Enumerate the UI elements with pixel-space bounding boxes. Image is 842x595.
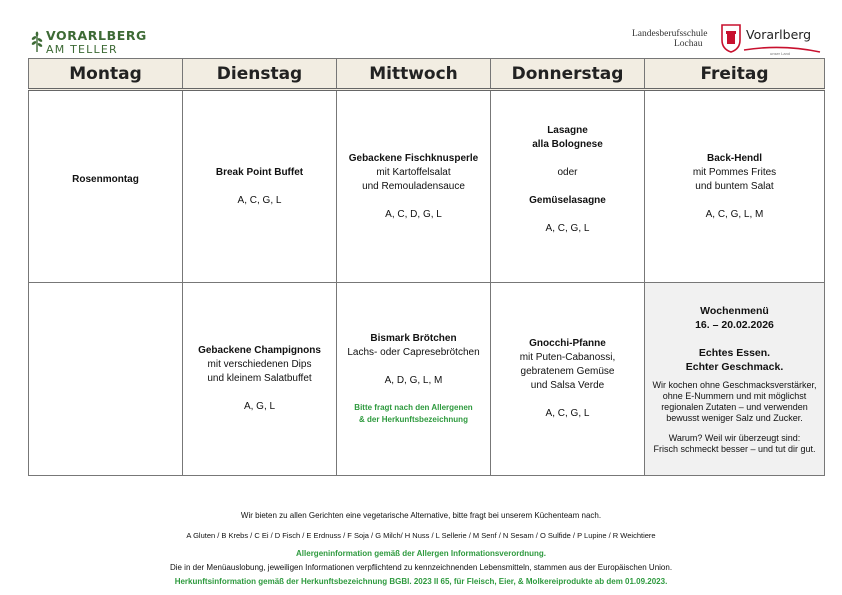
day-thursday: Donnerstag xyxy=(491,59,645,90)
vorarlberg-am-teller-logo xyxy=(30,28,150,58)
logo-line-1: VORARLBERG xyxy=(46,28,147,43)
dish-detail: mit Kartoffelsalat xyxy=(376,166,451,178)
wheat-leaf-icon xyxy=(30,31,44,53)
cell-tuesday-2 xyxy=(183,283,337,476)
allergen-codes: A, C, G, L xyxy=(237,194,282,206)
day-friday: Freitag xyxy=(645,59,825,90)
cell-thursday-2 xyxy=(491,283,645,476)
cell-wednesday-1 xyxy=(337,90,491,283)
coat-of-arms-icon xyxy=(720,23,742,53)
logo-line-2: AM TELLER xyxy=(46,43,118,56)
dish-title: Back-Hendl xyxy=(706,152,762,164)
cell-wednesday-2 xyxy=(337,283,491,476)
info-text: Warum? Weil wir überzeugt sind: xyxy=(668,432,801,443)
brand-name: Vorarlberg xyxy=(746,27,812,42)
cell-tuesday-1 xyxy=(183,90,337,283)
info-text: regionalen Zutaten – und verwenden xyxy=(661,401,808,412)
day-header-row xyxy=(29,59,825,90)
dish-detail: gebratenem Gemüse xyxy=(520,366,615,377)
vegetarian-note: Wir bieten zu allen Gerichten eine vegetarische Alternative, bitte fragt bei unserem Küchenteam nach. xyxy=(240,511,602,520)
dish-detail: mit verschiedenen Dips xyxy=(207,359,312,370)
dish-detail: mit Pommes Frites xyxy=(692,166,777,178)
dish-detail: mit Puten-Cabanossi, xyxy=(519,352,616,363)
allergen-note: Bitte fragt nach den Allergenen xyxy=(354,403,473,412)
origin-regulation: Herkunftsinformation gemäß der Herkunftsbezeichnung BGBl. 2023 II 65, für Fleisch, Eier, & Molkereiprodukte ab dem 01.09.2023. xyxy=(174,577,668,586)
dish-title: Gebackene Fischknusperle xyxy=(348,152,479,164)
weekly-menu-info xyxy=(645,283,825,476)
dish-title: alla Bolognese xyxy=(532,138,603,150)
origin-note: Die in der Menüauslobung, jeweiligen Informationen verpflichtend zu kennzeichnenden Lebensmitteln, stammen aus der Europäischen Union. xyxy=(169,563,673,572)
or-separator: oder xyxy=(557,166,578,178)
cell-monday-1 xyxy=(29,90,183,283)
week-dates: 16. – 20.02.2026 xyxy=(695,318,774,331)
svg-text:unser Land: unser Land xyxy=(770,51,791,56)
brand-swoosh xyxy=(742,44,822,56)
allergen-codes: A, G, L xyxy=(243,401,276,412)
cell-friday-1 xyxy=(645,90,825,283)
allergen-legend: A Gluten / B Krebs / C Ei / D Fisch / E Erdnuss / F Soja / G Milch/ H Nuss / L Sellerie / M Senf / N Sesam / O Sulfide / P Lupine / R Weichtiere xyxy=(186,531,656,540)
menu-row-1 xyxy=(29,90,825,283)
allergen-codes: A, D, G, L, M xyxy=(384,375,443,386)
cell-thursday-1 xyxy=(491,90,645,283)
info-text: bewusst weniger Salz und Zucker. xyxy=(666,412,803,423)
dish-title: Gnocchi-Pfanne xyxy=(529,338,606,349)
school-logo xyxy=(632,22,827,56)
dish-detail: und kleinem Salatbuffet xyxy=(207,373,312,384)
dish-title: Gebackene Champignons xyxy=(198,345,321,356)
dish-detail: und Salsa Verde xyxy=(530,380,605,391)
allergen-note: & der Herkunftsbezeichnung xyxy=(359,415,468,424)
dish-title: Rosenmontag xyxy=(72,173,139,185)
info-text: Frisch schmeckt besser – und tut dir gut. xyxy=(653,443,816,454)
slogan: Echtes Essen. xyxy=(698,346,771,359)
day-tuesday: Dienstag xyxy=(183,59,337,90)
dish-title: Bismark Brötchen xyxy=(370,333,457,344)
day-wednesday: Mittwoch xyxy=(337,59,491,90)
weekly-menu-table xyxy=(28,58,825,476)
dish-title: Break Point Buffet xyxy=(215,166,304,178)
info-text: Wir kochen ohne Geschmacksverstärker, xyxy=(652,379,817,390)
menu-row-2 xyxy=(29,283,825,476)
day-monday: Montag xyxy=(29,59,183,90)
allergen-codes: A, C, G, L xyxy=(545,408,590,419)
week-label: Wochenmenü xyxy=(700,304,769,317)
info-text: ohne E-Nummern und mit möglichst xyxy=(662,390,807,401)
allergen-codes: A, C, D, G, L xyxy=(385,208,442,220)
dish-detail: und buntem Salat xyxy=(695,180,774,192)
school-location: Lochau xyxy=(674,39,703,49)
allergen-codes: A, C, G, L xyxy=(545,222,590,234)
allergen-regulation: Allergeninformation gemäß der Allergen Informationsverordnung. xyxy=(296,549,546,558)
cell-monday-2 xyxy=(29,283,183,476)
slogan: Echter Geschmack. xyxy=(685,360,784,373)
dish-detail: Lachs- oder Capresebrötchen xyxy=(347,347,480,358)
dish-title: Gemüselasagne xyxy=(529,194,606,206)
allergen-codes: A, C, G, L, M xyxy=(705,208,764,220)
dish-detail: und Remouladensauce xyxy=(362,180,465,192)
dish-title: Lasagne xyxy=(547,124,588,136)
school-name: Landesberufsschule xyxy=(632,29,708,39)
